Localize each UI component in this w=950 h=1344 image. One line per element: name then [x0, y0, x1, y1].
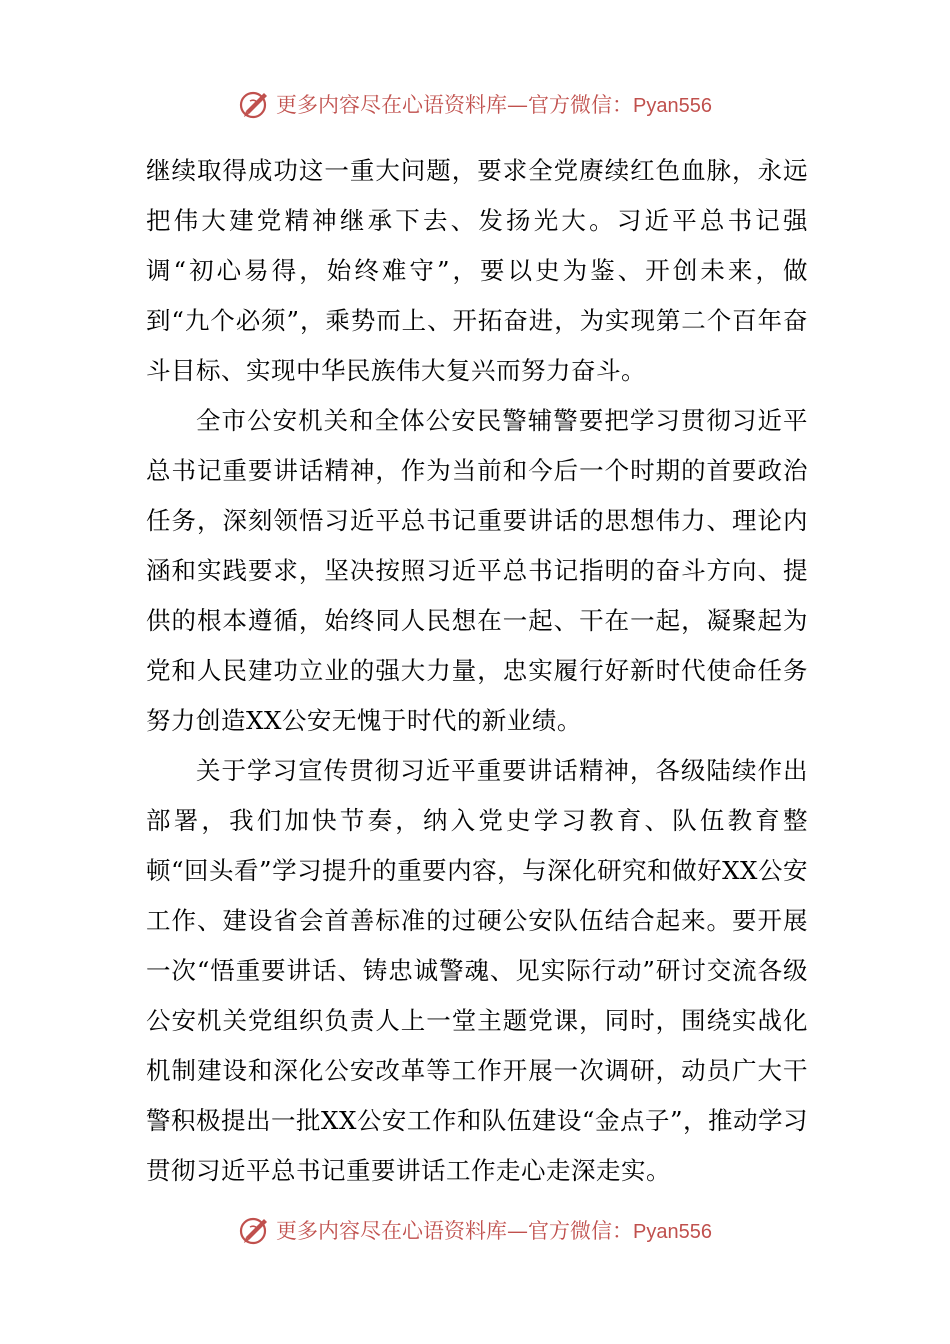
footer-banner: [0, 1210, 950, 1250]
footer-banner-text: 更多内容尽在心语资料库—官方微信：Pyan556: [276, 1219, 712, 1243]
pen-logo-icon: [238, 87, 272, 121]
header-banner: [0, 84, 950, 124]
header-banner-text: 更多内容尽在心语资料库—官方微信：Pyan556: [276, 93, 712, 117]
footer-wechat-id: Pyan556: [633, 1221, 712, 1243]
document-body: [146, 146, 808, 1196]
pen-logo-icon: [238, 1213, 272, 1247]
paragraph-1: 继续取得成功这一重大问题，要求全党赓续红色血脉，永远把伟大建党精神继承下去、发扬光大。习近平总书记强调“初心易得，始终难守”，要以史为鉴、开创未来，做到“九个必须”，乘势而上、开拓奋进，为实现第二个百年奋斗目标、实现中华民族伟大复兴而努力奋斗。: [146, 156, 808, 385]
paragraph-3: 关于学习宣传贯彻习近平重要讲话精神，各级陆续作出部署，我们加快节奏，纳入党史学习教育、队伍教育整顿“回头看”学习提升的重要内容，与深化研究和做好XX公安工作、建设省会首善标准的过硬公安队伍结合起来。要开展一次“悟重要讲话、铸忠诚警魂、见实际行动”研讨交流各级公安机关党组织负责人上一堂主题党课，同时，围绕实战化机制建设和深化公安改革等工作开展一次调研，动员广大干警积极提出一批XX公安工作和队伍建设“金点子”，推动学习贯彻习近平总书记重要讲话工作走心走深走实。: [146, 756, 808, 1185]
header-wechat-id: Pyan556: [633, 95, 712, 117]
paragraph-2: 全市公安机关和全体公安民警辅警要把学习贯彻习近平总书记重要讲话精神，作为当前和今后一个时期的首要政治任务，深刻领悟习近平总书记重要讲话的思想伟力、理论内涵和实践要求，坚决按照习近平总书记指明的奋斗方向、提供的根本遵循，始终同人民想在一起、干在一起，凝聚起为党和人民建功立业的强大力量，忠实履行好新时代使命任务努力创造XX公安无愧于时代的新业绩。: [146, 406, 808, 735]
